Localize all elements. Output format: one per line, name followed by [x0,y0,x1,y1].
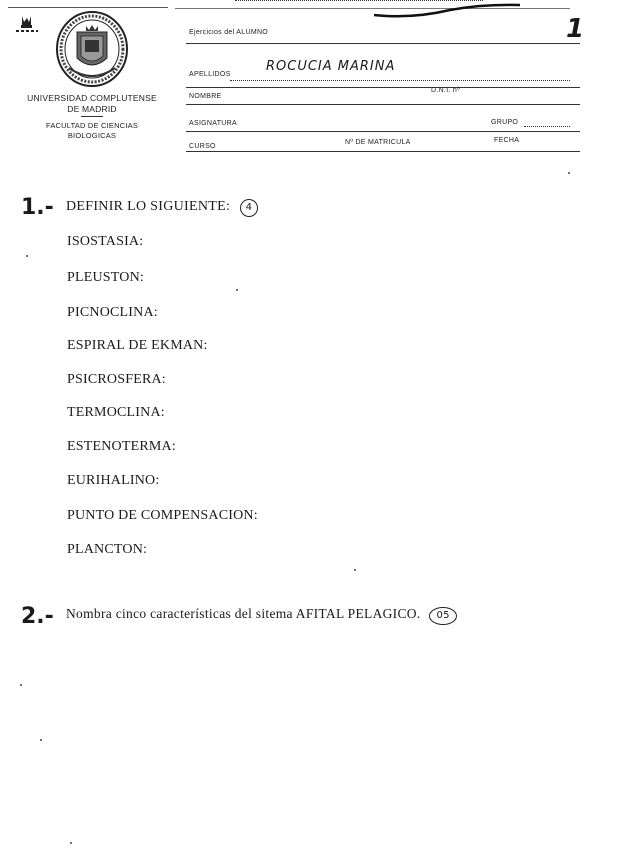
top-rule-left [8,7,168,8]
university-seal-icon [55,10,129,88]
term-termoclina: TERMOCLINA: [67,405,165,420]
apellidos-handwritten: ROCUCIA MARINA [266,59,396,74]
label-grupo: GRUPO [491,119,519,126]
page-mark: 1 [566,14,585,44]
label-fecha: FECHA [494,137,520,144]
scan-speck [354,569,356,571]
crown-emblem-icon [14,13,40,37]
question-1-title-text: DEFINIR LO SIGUIENTE: [66,199,231,214]
term-plancton: PLANCTON: [67,542,148,557]
label-curso: CURSO [189,143,216,150]
label-matricula: Nº DE MATRICULA [345,139,411,146]
apellidos-field [230,80,570,81]
term-psicrosfera: PSICROSFERA: [67,372,166,387]
term-picnoclina: PICNOCLINA: [67,305,158,320]
faculty-line-1: FACULTAD DE CIENCIAS [45,121,139,130]
handwritten-stroke [372,3,522,19]
form-rule-2 [186,87,580,88]
question-2-text: Nombra cinco características del sitema AFITAL PELAGICO. [66,606,421,621]
label-dni: D.N.I. nº [431,87,460,94]
question-2-score: 05 [429,607,457,625]
form-title: Ejercicios del ALUMNO [189,29,269,36]
question-1-score: 4 [240,199,258,217]
scan-speck [70,842,72,844]
grupo-field [524,126,570,127]
label-nombre: NOMBRE [189,93,222,100]
term-pleuston: PLEUSTON: [67,270,144,285]
faculty-line-2: BIOLOGICAS [67,131,117,140]
question-1-number: 1.- [21,195,54,220]
university-name: UNIVERSIDAD COMPLUTENSE [27,93,157,103]
scan-speck [568,172,570,174]
scan-speck [236,289,238,291]
header-divider [81,116,103,117]
term-isostasia: ISOSTASIA: [67,234,144,249]
scan-speck [20,684,22,686]
scan-speck [26,255,28,257]
university-city: DE MADRID [67,104,117,114]
term-espiral-de-ekman: ESPIRAL DE EKMAN: [67,338,208,353]
term-punto-de-compensacion: PUNTO DE COMPENSACION: [67,508,258,523]
form-rule-5 [186,151,580,152]
label-apellidos: APELLIDOS [189,71,231,78]
question-2-number: 2.- [21,604,54,629]
form-rule-3 [186,104,580,105]
question-2-text-line [66,606,457,625]
form-rule-4 [186,131,580,132]
label-asignatura: ASIGNATURA [189,120,237,127]
asignatura-field [235,0,483,1]
term-eurihalino: EURIHALINO: [67,473,160,488]
term-estenoterma: ESTENOTERMA: [67,439,176,454]
question-1-title [66,199,258,217]
form-rule-1 [186,43,580,44]
scan-speck [40,739,42,741]
